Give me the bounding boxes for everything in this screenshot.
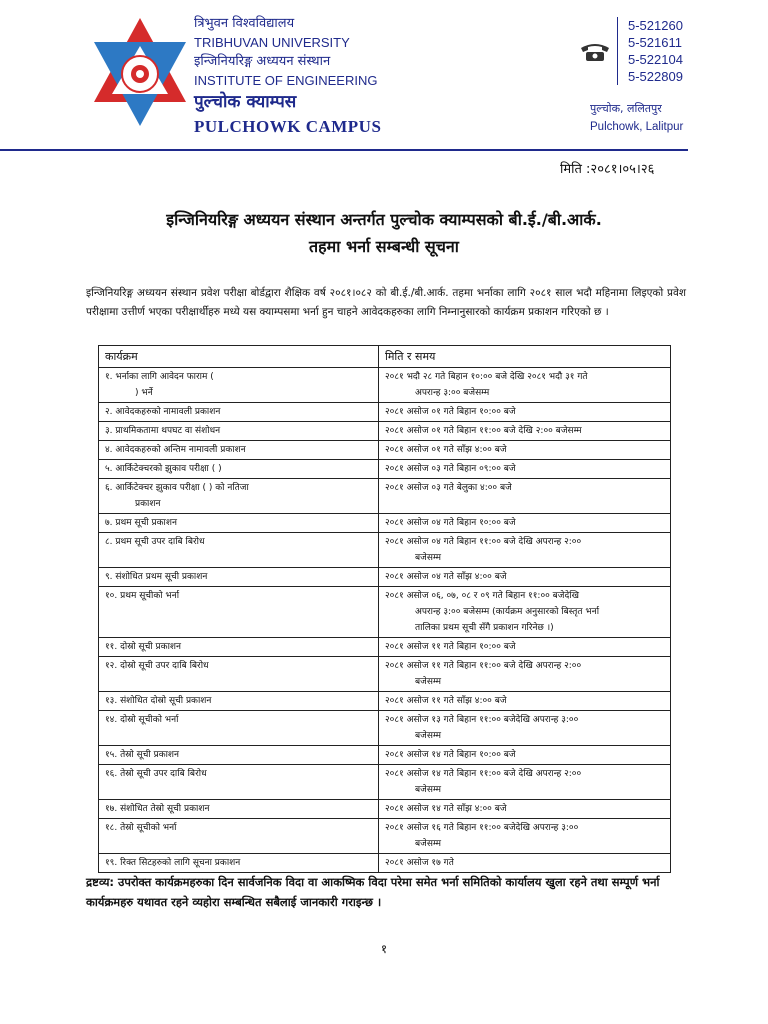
table-row [99,460,671,479]
program-cell [99,800,379,819]
cell-line: ५. आर्किटेक्चरको झुकाव परीक्षा ( ) [105,464,222,474]
table-row [99,533,671,568]
table-row [99,368,671,403]
title-line-2: तहमा भर्ना सम्बन्धी सूचना [309,237,459,256]
cell-line: अपरान्ह ३:०० बजेसम्म (कार्यक्रम अनुसारको बिस्तृत भर्ना [415,607,600,617]
datetime-cell [379,514,671,533]
table-row [99,441,671,460]
cell-line: बजेसम्म [415,839,441,849]
table-row [99,638,671,657]
program-cell [99,587,379,638]
program-cell [99,854,379,873]
cell-line: ) भर्ने [135,388,153,398]
cell-line: १. भर्नाका लागि आवेदन फाराम ( [105,372,214,382]
program-cell [99,657,379,692]
cell-line: २०८१ असोज ११ गते बिहान १०:०० बजे [385,642,516,652]
phone-number: 5-522104 [628,52,683,67]
cell-line: ९. संशोधित प्रथम सूची प्रकाशन [105,572,208,582]
datetime-cell [379,638,671,657]
datetime-cell [379,657,671,692]
schedule-table-body [99,368,671,873]
campus-location [590,100,683,136]
cell-line: २. आवेदकहरुको नामावली प्रकाशन [105,407,221,417]
cell-line: २०८१ असोज ०१ गते साँझ ४:०० बजे [385,445,507,455]
notice-title [64,206,704,260]
cell-line: २०८१ असोज १३ गते बिहान ११:०० बजेदेखि अपरान्ह ३:०० [385,715,579,725]
column-header-program: कार्यक्रम [99,346,379,368]
cell-line: प्रकाशन [135,499,161,509]
telephone-icon [578,40,612,62]
cell-line: ३. प्राथमिकतामा थपघट वा संशोधन [105,426,221,436]
datetime-cell [379,692,671,711]
campus-name-np: पुल्चोक क्याम्पस [194,92,297,112]
datetime-cell [379,854,671,873]
institute-name-np: इन्जिनियरिङ्ग अध्ययन संस्थान [194,54,331,69]
table-row [99,746,671,765]
table-row [99,587,671,638]
datetime-cell [379,460,671,479]
location-np: पुल्चोक, ललितपुर [590,102,662,115]
datetime-cell [379,800,671,819]
program-cell [99,819,379,854]
cell-line: १९. रिक्त सिटहरुको लागि सूचना प्रकाशन [105,858,241,868]
cell-line: १२. दोस्रो सूची उपर दाबि बिरोध [105,661,209,671]
cell-line: अपरान्ह ३:०० बजेसम्म [415,388,490,398]
table-row [99,711,671,746]
cell-line: २०८१ भदौ २८ गते बिहान १०:०० बजे देखि २०८१ भदौ ३१ गते [385,372,588,382]
cell-line: २०८१ असोज ०४ गते बिहान ११:०० बजे देखि अपरान्ह २:०० [385,537,582,547]
program-cell [99,460,379,479]
campus-name-en: PULCHOWK CAMPUS [194,117,382,136]
cell-line: २०८१ असोज ०३ गते बिहान ०९:०० बजे [385,464,516,474]
datetime-cell [379,711,671,746]
column-header-datetime: मिति र समय [379,346,671,368]
cell-line: १७. संशोधित तेस्रो सूची प्रकाशन [105,804,210,814]
cell-line: १४. दोस्रो सूचीको भर्ना [105,715,179,725]
cell-line: १८. तेस्रो सूचीको भर्ना [105,823,177,833]
program-cell [99,422,379,441]
cell-line: ४. आवेदकहरुको अन्तिम नामावली प्रकाशन [105,445,246,455]
cell-line: बजेसम्म [415,553,441,563]
program-cell [99,638,379,657]
cell-line: ११. दोस्रो सूची प्रकाशन [105,642,182,652]
cell-line: २०८१ असोज १४ गते साँझ ४:०० बजे [385,804,507,814]
intro-paragraph: इन्जिनियरिङ्ग अध्ययन संस्थान प्रवेश परीक्षा बोर्डद्वारा शैक्षिक वर्ष २०८१।०८२ को बी.ई./बी.आर्क. तहमा भर्नाका लागि २०८१ साल भदौ महिनामा लिइएको प्रवेश परीक्षामा उत्तीर्ण भएका परीक्षार्थीहरु मध्ये यस क्याम्पसमा भर्ना हुन चाहने आवेदकहरुका लागि निम्नानुसारको कार्यक्रम प्रकाशन गरिएको छ । [86,287,686,318]
program-cell [99,533,379,568]
datetime-cell [379,568,671,587]
table-row [99,765,671,800]
program-cell [99,746,379,765]
table-row [99,514,671,533]
table-row [99,657,671,692]
table-header-row [99,346,671,368]
institute-name-en: INSTITUTE OF ENGINEERING [194,73,378,88]
cell-line: २०८१ असोज ०३ गते बेलुका ४:०० बजे [385,483,512,493]
cell-line: १३. संशोधित दोस्रो सूची प्रकाशन [105,696,212,706]
cell-line: २०८१ असोज १४ गते बिहान ११:०० बजे देखि अपरान्ह २:०० [385,769,582,779]
program-cell [99,711,379,746]
datetime-cell [379,765,671,800]
phone-numbers [617,17,683,85]
phone-number: 5-522809 [628,69,683,84]
phone-number: 5-521611 [628,35,682,50]
program-cell [99,514,379,533]
datetime-cell [379,422,671,441]
program-cell [99,403,379,422]
table-row [99,568,671,587]
notice-date: मिति :२०८१।०५।२६ [560,162,655,177]
university-name-en: TRIBHUVAN UNIVERSITY [194,35,350,50]
cell-line: १६. तेस्रो सूची उपर दाबि बिरोध [105,769,207,779]
title-line-1: इन्जिनियरिङ्ग अध्ययन संस्थान अन्तर्गत पुल्चोक क्याम्पसको बी.ई./बी.आर्क. [166,210,602,229]
phone-number: 5-521260 [628,18,683,33]
cell-line: २०८१ असोज ११ गते साँझ ४:०० बजे [385,696,507,706]
program-cell [99,368,379,403]
cell-line: बजेसम्म [415,731,441,741]
cell-line: २०८१ असोज १४ गते बिहान १०:०० बजे [385,750,516,760]
datetime-cell [379,533,671,568]
cell-line: ६. आर्किटेक्चर झुकाव परीक्षा ( ) को नतिजा [105,483,249,493]
program-cell [99,441,379,460]
table-row [99,479,671,514]
university-name-np: त्रिभुवन विश्वविद्यालय [194,16,295,31]
cell-line: २०८१ असोज ०४ गते साँझ ४:०० बजे [385,572,507,582]
datetime-cell [379,819,671,854]
cell-line: १५. तेस्रो सूची प्रकाशन [105,750,180,760]
program-cell [99,765,379,800]
table-row [99,854,671,873]
cell-line: ७. प्रथम सूची प्रकाशन [105,518,177,528]
cell-line: २०८१ असोज १६ गते बिहान ११:०० बजेदेखि अपरान्ह ३:०० [385,823,579,833]
cell-line: २०८१ असोज ११ गते बिहान ११:०० बजे देखि अपरान्ह २:०० [385,661,582,671]
datetime-cell [379,441,671,460]
program-cell [99,568,379,587]
cell-line: २०८१ असोज ०१ गते बिहान ११:०० बजे देखि २:०० बजेसम्म [385,426,582,436]
datetime-cell [379,479,671,514]
table-row [99,819,671,854]
cell-line: बजेसम्म [415,785,441,795]
program-cell [99,692,379,711]
datetime-cell [379,746,671,765]
table-row [99,692,671,711]
schedule-table [98,345,671,873]
table-row [99,422,671,441]
cell-line: तालिका प्रथम सूची सँगै प्रकाशन गरिनेछ ।) [415,623,554,633]
cell-line: २०८१ असोज ०४ गते बिहान १०:०० बजे [385,518,516,528]
program-cell [99,479,379,514]
table-row [99,800,671,819]
page-number: १ [380,942,388,956]
cell-line: २०८१ असोज १७ गते [385,858,454,868]
header-divider [0,149,688,151]
cell-line: २०८१ असोज ०१ गते बिहान १०:०० बजे [385,407,516,417]
datetime-cell [379,368,671,403]
institution-header [194,14,381,139]
cell-line: बजेसम्म [415,677,441,687]
cell-line: १०. प्रथम सूचीको भर्ना [105,591,180,601]
tu-logo-icon [92,16,188,128]
cell-line: २०८१ असोज ०६, ०७, ०८ र ०९ गते बिहान ११:०० बजेदेखि [385,591,579,601]
cell-line: ८. प्रथम सूची उपर दाबि बिरोध [105,537,205,547]
note-paragraph: द्रष्टव्य: उपरोक्त कार्यक्रमहरुका दिन सार्वजनिक विदा वा आकष्मिक विदा परेमा समेत भर्ना समितिको कार्यालय खुला रहने तथा सम्पूर्ण भर्ना कार्यक्रमहरु यथावत रहने व्यहोरा सम्बन्धित सबैलाई जानकारी गराइन्छ । [86,875,660,909]
datetime-cell [379,587,671,638]
datetime-cell [379,403,671,422]
table-row [99,403,671,422]
location-en: Pulchowk, Lalitpur [590,121,684,133]
